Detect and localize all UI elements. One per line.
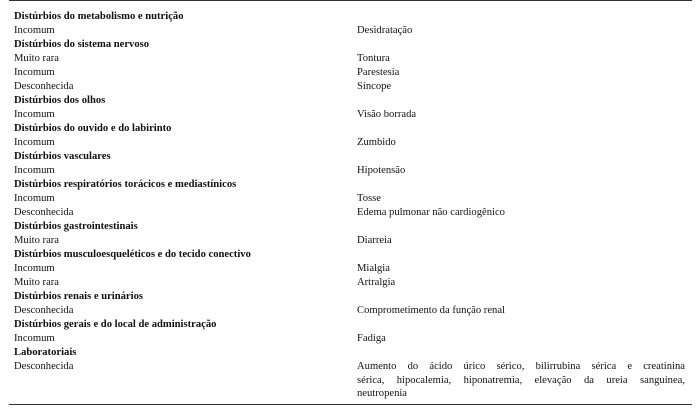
reaction-cell: Comprometimento da função renal — [357, 305, 505, 316]
category-row — [9, 220, 692, 234]
category-label: Distúrbios musculoesqueléticos e do tecido conectivo — [14, 249, 251, 260]
table-row — [9, 136, 692, 150]
reaction-cell: Tosse — [357, 193, 381, 204]
category-label: Distúrbios do metabolismo e nutrição — [14, 11, 184, 22]
reaction-cell: Diarreia — [357, 235, 392, 246]
frequency-cell: Incomum — [14, 109, 55, 120]
table-row — [9, 108, 692, 122]
table-row — [9, 262, 692, 276]
table-row — [9, 332, 692, 346]
category-row — [9, 10, 692, 24]
table-row — [9, 360, 692, 402]
category-label: Laboratoriais — [14, 347, 77, 358]
table-row — [9, 52, 692, 66]
table-row — [9, 164, 692, 178]
reaction-cell: Síncope — [357, 81, 392, 92]
frequency-cell: Incomum — [14, 193, 55, 204]
frequency-cell: Incomum — [14, 137, 55, 148]
reaction-cell: Artralgia — [357, 277, 396, 288]
category-row — [9, 248, 692, 262]
reaction-cell: Zumbido — [357, 137, 396, 148]
reaction-cell: Fadiga — [357, 333, 386, 344]
frequency-cell: Incomum — [14, 263, 55, 274]
reaction-line: sérica, hipocalemia, hiponatremia, elevação da ureia sanguínea, — [357, 374, 685, 386]
reaction-cell: Visão borrada — [357, 109, 417, 120]
reaction-cell: Tontura — [357, 53, 390, 64]
table-row — [9, 276, 692, 290]
reaction-cell: Desidratação — [357, 25, 413, 36]
category-row — [9, 290, 692, 304]
category-row — [9, 122, 692, 136]
frequency-cell: Desconhecida — [14, 81, 74, 92]
category-row — [9, 38, 692, 52]
frequency-cell: Muito rara — [14, 277, 60, 288]
category-label: Distúrbios do sistema nervoso — [14, 39, 150, 50]
category-label: Distúrbios vasculares — [14, 151, 111, 162]
table-row — [9, 66, 692, 80]
frequency-cell: Desconhecida — [14, 207, 74, 218]
reaction-cell: Hipotensão — [357, 165, 406, 176]
reaction-line: Aumento do ácido úrico sérico, bilirrubina sérica e creatinina — [357, 361, 685, 372]
frequency-cell: Desconhecida — [14, 361, 74, 372]
category-label: Distúrbios gastrointestinais — [14, 221, 138, 232]
frequency-cell: Muito rara — [14, 53, 60, 64]
table-row — [9, 304, 692, 318]
reaction-line: neutropenia — [357, 388, 408, 399]
category-label: Distúrbios dos olhos — [14, 95, 106, 106]
frequency-cell: Muito rara — [14, 235, 60, 246]
category-row — [9, 318, 692, 332]
category-label: Distúrbios do ouvido e do labirinto — [14, 123, 172, 134]
adverse-reactions-table — [9, 0, 692, 405]
category-row — [9, 178, 692, 192]
reaction-cell: Edema pulmonar não cardiogênico — [357, 207, 505, 218]
table-row — [9, 192, 692, 206]
category-row — [9, 150, 692, 164]
reaction-cell: Mialgia — [357, 263, 390, 274]
category-label: Distúrbios gerais e do local de administração — [14, 319, 217, 330]
category-label: Distúrbios renais e urinários — [14, 291, 143, 302]
table-row — [9, 80, 692, 94]
frequency-cell: Incomum — [14, 25, 55, 36]
category-row — [9, 346, 692, 360]
frequency-cell: Incomum — [14, 165, 55, 176]
table-row — [9, 24, 692, 38]
reaction-cell: Parestesia — [357, 67, 400, 78]
table-row — [9, 234, 692, 248]
category-label: Distúrbios respiratórios torácicos e mediastínicos — [14, 179, 237, 190]
frequency-cell: Incomum — [14, 67, 55, 78]
category-row — [9, 94, 692, 108]
frequency-cell: Desconhecida — [14, 305, 74, 316]
reaction-cell — [357, 360, 685, 401]
frequency-cell: Incomum — [14, 333, 55, 344]
table-row — [9, 206, 692, 220]
